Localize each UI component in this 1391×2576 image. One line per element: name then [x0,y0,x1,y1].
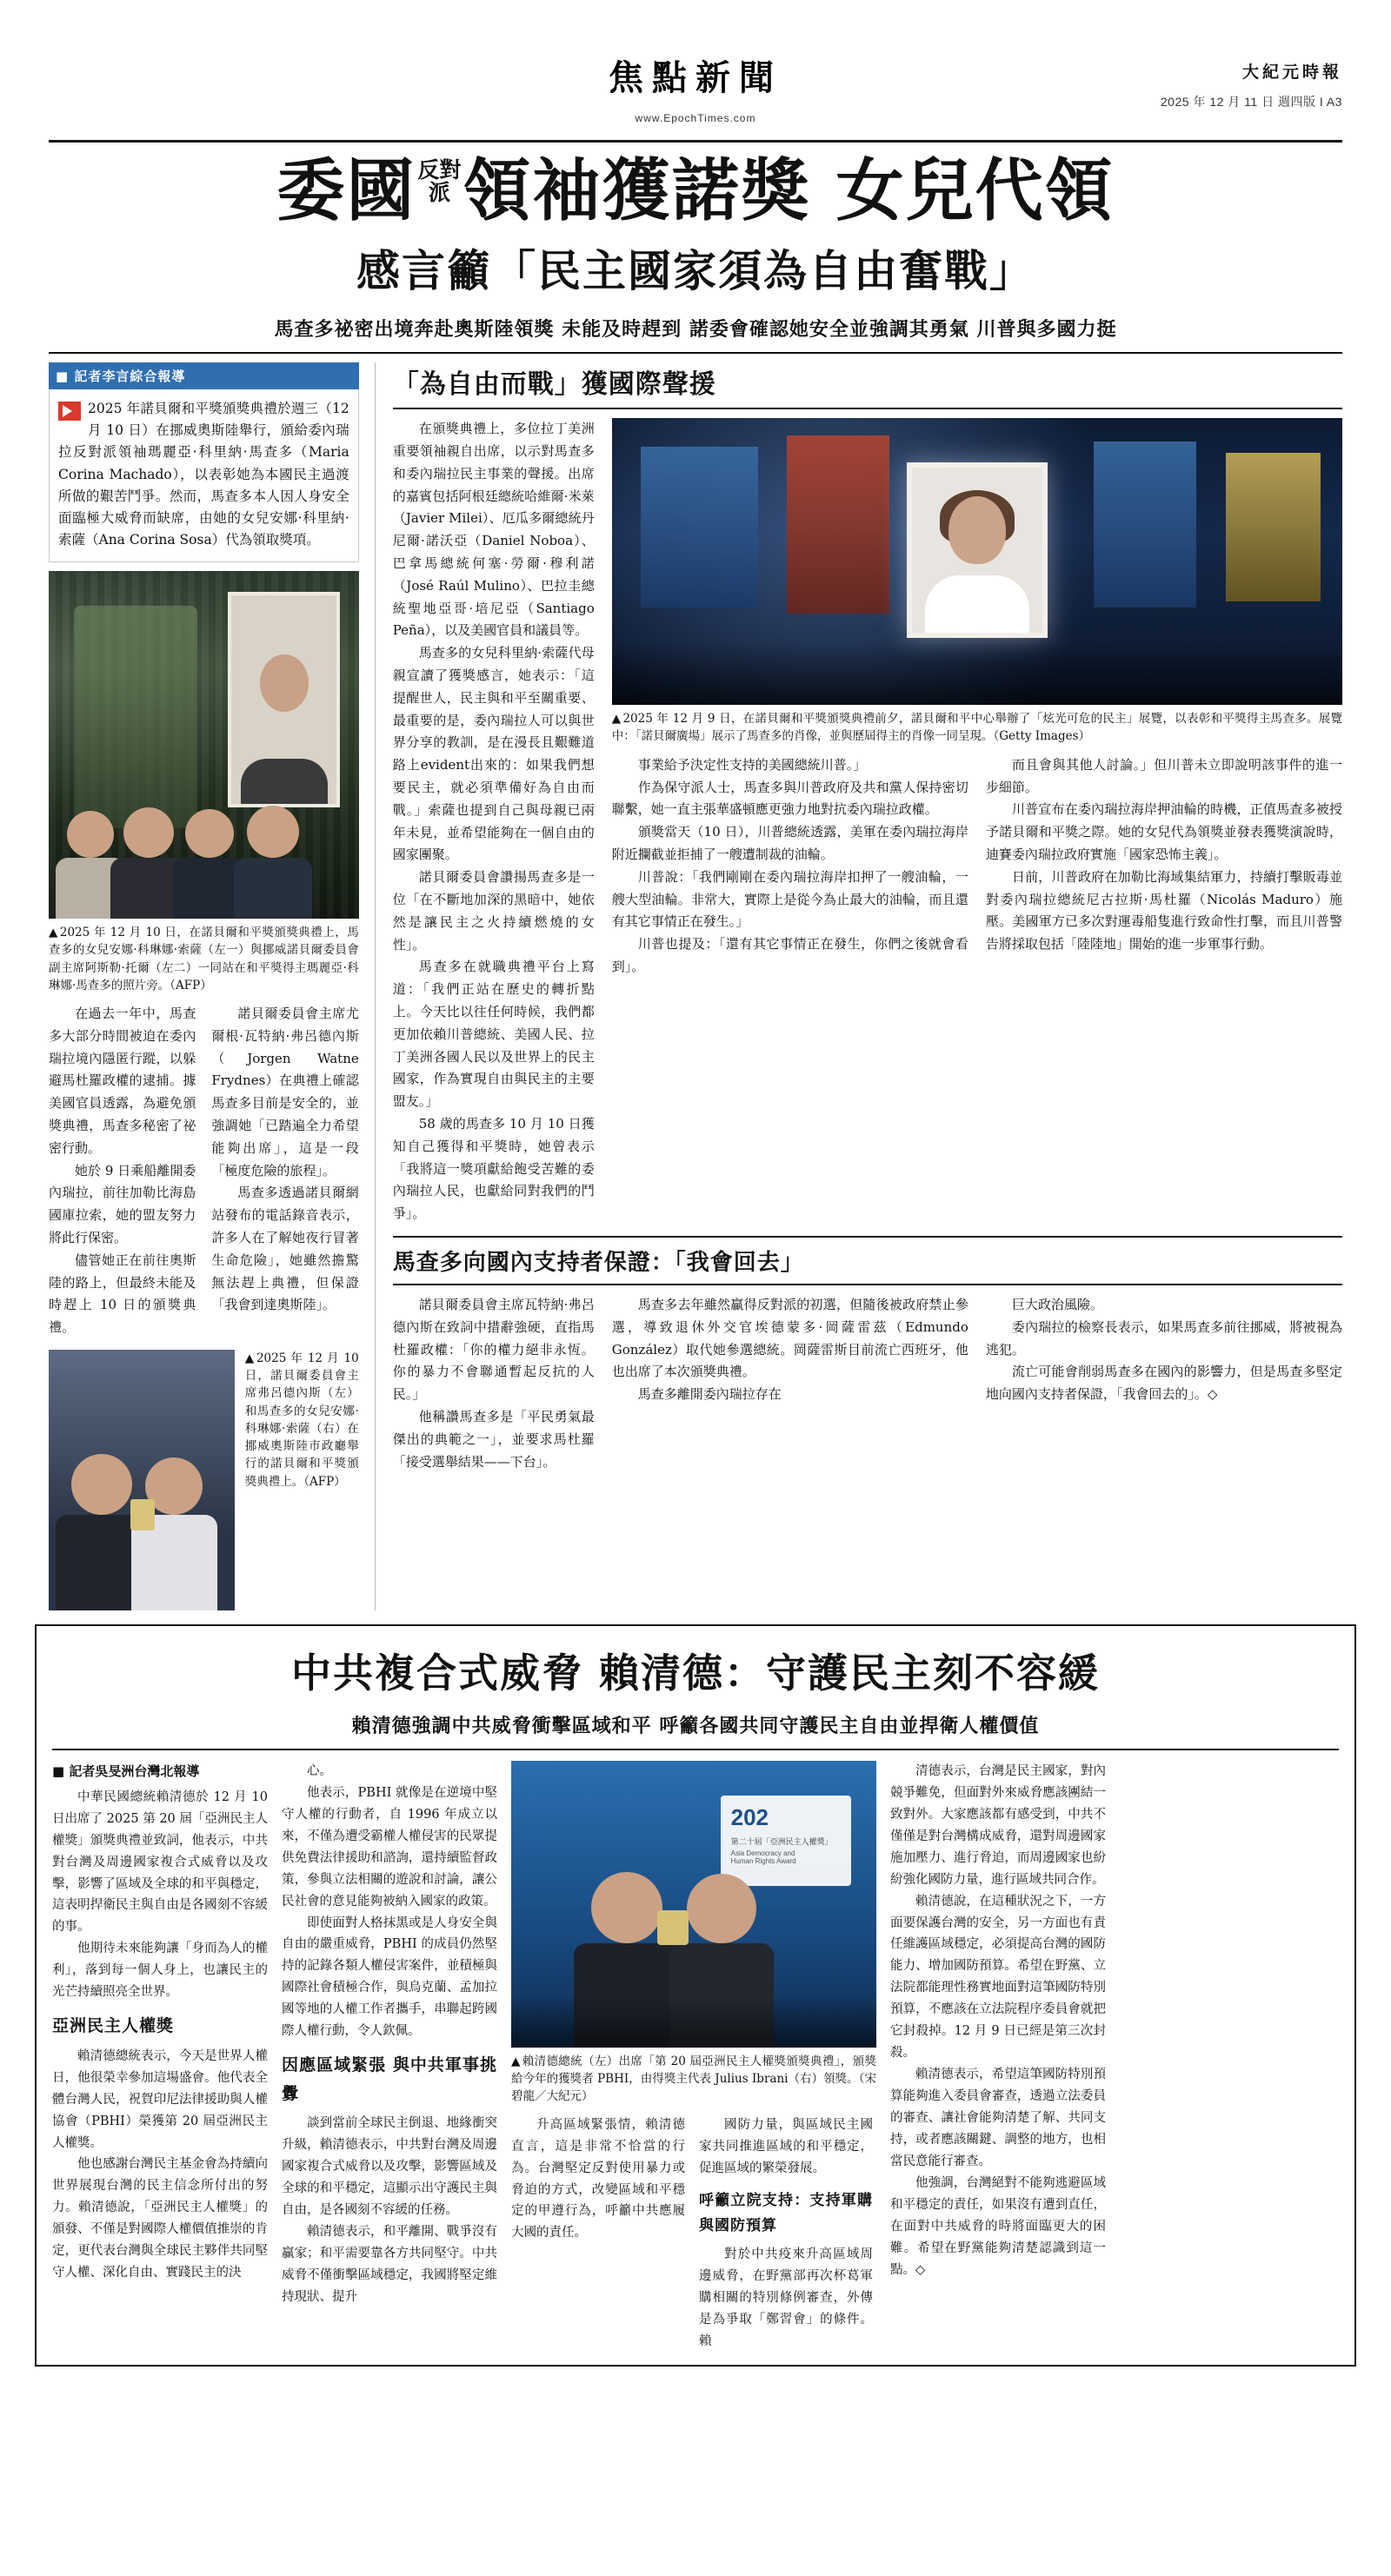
headline-ruby-bottom: 派 [428,180,450,206]
bottom-subheading: 呼籲立院支持：支持軍購與國防預算 [699,2191,873,2234]
paragraph: 即使面對人格抹黑或是人身安全與自由的嚴重威脅，PBHI 的成員仍然堅持的記錄各類人權侵害案件，並積極與國際社會積極合作，與烏克蘭、孟加拉國等地的人權工作者攜手，串聯起跨國際人權行動，令人欽佩。 [282,1915,497,2039]
portrait-face [948,496,1006,564]
photo-foliage [74,606,198,828]
photo-banner-board [721,1796,851,1886]
photo-banner-text: 第二十屆「亞洲民主人權獎」 [730,1837,833,1847]
section1-col-3 [986,754,1342,979]
caption-text: 賴清德總統（左）出席「第 20 屆亞洲民主人權獎頒獎典禮」，頒獎給今年的獲獎者 PBHI，由得獎主代表 Julius Ibrani（右）領獎。（宋碧龍／大紀元） [511,2054,877,2104]
section2-col-3 [986,1294,1342,1473]
paragraph: 諾貝爾委員會主席尤爾根·瓦特納·弗呂德內斯（Jorgen Watne Frydnes）在典禮上確認馬查多目前是安全的，並強調她「已踏遍全力希望能夠出席」，這是一段「極度危險的旅程」。 [211,1006,359,1178]
photo-person-daughter [145,1457,203,1610]
paragraph: 國防力量，與區域民主國家共同推進區域的和平穩定，促進區域的繁榮發展。 [699,2117,873,2175]
play-flag-icon [58,402,81,421]
photo-person-head [67,811,114,858]
caption-marker-icon: ▲ [49,926,58,939]
bottom-article-title: 中共複合式威脅 賴清德：守護民主刻不容緩 [290,1649,1100,1696]
paragraph: 賴清德說，在這種狀況之下，一方面要保護台灣的安全，另一方面也有責任維護區域穩定，必須提高台灣的國防能力、增加國防預算。希望在野黨、立法院都能理性務實地面對這筆國防特別預算，不應該在立法院程序委員會就把它封殺掉。12 月 9 日已經是第三次封殺。 [890,1894,1106,2061]
caption-marker-icon: ▲ [244,1351,255,1365]
paragraph: 巨大政治風險。 [1011,1296,1103,1312]
bottom-col-2 [282,1761,497,2353]
photo-caption-4 [511,2053,876,2106]
bottom-col-1 [52,1761,268,2353]
headline-main-part2: 領袖獲諾獎 女兒代領 [463,151,1115,230]
photo-caption-2 [245,1350,359,1490]
paragraph: 在過去一年中，馬查多大部分時間被迫在委內瑞拉境內隱匿行蹤，以躲避馬杜羅政權的逮捕。據美國官員透露，為避免頒獎典禮，馬查多秘密了祕密行動。 [49,1006,196,1156]
paragraph: 他強調，台灣絕對不能夠逃避區域和平穩定的責任，如果沒有遭到直任，在面對中共威脅的時將面臨更大的困難。希望在野黨能夠清楚認識到這一點。◇ [890,2175,1106,2277]
paragraph: 諾貝爾委員會主席瓦特納·弗呂德內斯在致詞中措辭強硬，直指馬杜羅政權：「你的權力絕非永恆。你的暴力不會聯通暫起反抗的人民。」 [392,1296,595,1403]
paragraph: 馬查多在就職典禮平台上寫道：「我們正站在歷史的轉折點上。今天比以往任何時候，我們都更加依賴川普總統、美國人民、拉丁美洲各國人民以及世界上的民主國家，作為實現自由與民主的主要盟友。」 [392,959,595,1110]
photo-person-head [687,1874,756,1943]
left-text-columns [49,1003,359,1339]
bottom-subheading: 亞洲民主人權獎 [52,2016,175,2036]
paragraph: 馬查多離開委內瑞拉存在 [637,1386,782,1403]
bottom-subheading: 因應區域緊張 與中共軍事挑釁 [282,2055,497,2103]
section2-body [393,1294,1342,1473]
paragraph: 馬查多去年雖然贏得反對派的初選，但隨後被政府禁止參選，導致退休外交官埃德蒙多·岡薩雷茲（Edmundo González）取代她參選總統。岡薩雷斯目前流亡西班牙，他也出席了本次頒獎典禮。 [611,1296,968,1380]
photo-person-head [591,1872,662,1943]
masthead [49,45,1342,143]
section2-col-2 [612,1294,968,1473]
photo-person-2 [123,807,174,919]
section-title: 焦點新聞 [609,57,782,98]
paragraph: 儘管她正在前往奧斯陸的路上，但最終未能及時趕上 10 日的頒獎典禮。 [49,1251,196,1336]
bottom-mid-textcols [511,2115,876,2353]
caption-marker-icon: ▲ [511,2054,521,2068]
paragraph: 川普宣布在委內瑞拉海岸押油輪的時機，正值馬查多被授予諾貝爾和平獎之際。她的女兒代為領獎並發表獲獎演說時，迪賽委內瑞拉政府實施「國家恐怖主義」。 [985,801,1342,862]
section1-subcolumns [612,754,1342,979]
portrait-body [925,575,1029,633]
bottom-col-5 [890,1761,1106,2353]
main-content [49,362,1342,1610]
paragraph: 川普說：「我們剛剛在委內瑞拉海岸扣押了一艘油輪，一艘大型油輪。非常大，實際上是從今為止最大的油輪，而且還有其它事情正在發生。」 [611,868,968,930]
photo-portrait-face [260,654,309,712]
photo-person-head [185,809,234,858]
section-heading-2: 馬查多向國內支持者保證：「我會回去」 [393,1236,1342,1285]
headline-ruby [417,156,462,206]
exhibit-panel [641,447,757,607]
masthead-center [609,50,782,124]
headline-ruby-top: 反對 [417,156,462,183]
photo-portrait-body [241,759,328,804]
lead-paragraph-box [49,389,359,562]
paragraph: 頒獎當天（10 日），川普總統透露，美軍在委內瑞拉海岸附近攔截並拒捕了一艘遭制裁的油輪。 [611,824,968,862]
paragraph: 賴清德總統表示，今天是世界人權日，他很榮幸參加這場盛會。他代表全體台灣人民，祝賀印尼法律援助與人權協會（PBHI）榮獲第 20 屆亞洲民主人權獎。 [52,2048,268,2150]
caption-text: 2025 年 12 月 10 日，諾貝爾委員會主席弗呂德內斯（左）和馬查多的女兒安娜·科琳娜·索薩（右）在挪威奧斯陸市政廳舉行的諾貝爾和平獎頒獎典禮上。（AFP） [244,1351,359,1489]
paragraph: 他也感謝台灣民主基金會為持續向世界展現台灣的民主信念所付出的努力。賴清德說，「亞洲民主人權獎」的頒發、不僅是對國際人權價值推崇的肯定，更代表台灣與全球民主夥伴共同堅守人權、深化自由、實踐民主的決 [52,2157,268,2281]
photo-trophy [657,1910,689,1945]
paragraph: 心。 [307,1763,332,1778]
caption-marker-icon: ▲ [611,712,622,727]
photo-medal-case [130,1499,155,1530]
photo-caption-1 [49,924,359,994]
photo-person-4 [247,806,299,919]
photo-banner-text-en: Asia Democracy and Human Rights Award [730,1849,796,1865]
paragraph: 對於中共疫來升高區域周邊威脅，在野黨部再次杯葛軍購相關的特別條例審查，外傳是為爭取「鄭習會」的條件。賴 [699,2247,873,2348]
paragraph: 日前，川普政府在加勒比海域集結軍力，持續打擊販毒並對委內瑞拉總統尼古拉斯·馬杜羅（Nicolás Maduro）施壓。美國軍方已多次對運毒船隻進行致命性打擊，而且川普警告將採取包括「陸陸地」開始的進一步軍事行動。 [985,868,1342,953]
headline-main [49,151,1342,230]
photo-ceremony-stage [49,571,359,919]
left-text-col-1 [49,1003,196,1339]
photo-portrait-panel [228,592,340,807]
photo-person-body [234,858,312,919]
section1-body [393,418,1342,1225]
paragraph: 馬查多的女兒科里納·索薩代母親宣讀了獲獎感言，她表示：「這提醒世人，民主與和平至關重要、最重要的是，委內瑞拉人可以與世界分享的教訓，是在漫長且艱難道路上evident出來的：如果我們想要民主，就必須準備好為自由而戰。」索薩也提到自己與母親已兩年未見，並希望能夠在一個自由的國家團聚。 [392,645,595,863]
photo-nobel-exhibition [612,418,1342,705]
paragraph: 馬查多透過諾貝爾網站發布的電話錄音表示，許多人在了解她夜行冒著生命危險」，她雖然擔驚無法趕上典禮，但保證「我會到達奧斯陸」。 [211,1185,359,1313]
reporter-byline-bar: ■ 記者李言綜合報導 [49,362,359,389]
caption-text: 2025 年 12 月 9 日，在諾貝爾和平獎頒獎典禮前夕，諾貝爾和平中心舉辦了「炫光可危的民主」展覽，以表彰和平獎得主馬查多。展覽中：「諾貝爾廣場」展示了馬查多的肖像，並與歷屆得主的肖像一同呈現。（Getty Images） [611,712,1342,744]
photo-person-head [247,806,299,858]
left-column [49,362,375,1610]
section2-col-1 [393,1294,595,1473]
section1-col-2 [612,754,968,979]
paragraph: 他期待未來能夠讓「身而為人的權利」，落到每一個人身上，也讓民主的光芒持續照亮全世界。 [52,1942,268,2000]
paragraph: 作為保守派人士，馬查多與川普政府及共和黨人保持密切聯繫，她一直主張華盛頓應更強力地對抗委內瑞拉政權。 [611,779,968,818]
photo-banner-number: 202 [730,1803,769,1830]
issue-date: 2025 年 12 月 11 日 週四版 I A3 [1160,95,1342,109]
headline-kicker: 馬查多祕密出境奔赴奧斯陸領獎 未能及時趕到 諾委會確認她安全並強調其勇氣 川普與多國力挺 [49,315,1342,354]
photo-vignette [511,1995,876,2048]
photo-person-chair [71,1454,132,1610]
bottom-col-3 [511,2115,685,2353]
caption-text: 2025 年 12 月 10 日，在諾貝爾和平獎頒獎典禮上，馬查多的女兒安娜·科琳娜·索薩（左一）與挪威諾貝爾委員會副主席阿斯勒·托爾（左二）一同站在和平獎得主瑪麗亞·科琳娜·馬查多的照片旁。（AFP） [49,926,359,993]
paragraph: 他表示，PBHI 就像是在逆境中堅守人權的行動者，自 1996 年成立以來，不僅為遭受霸權人權侵害的民眾提供免費法律援助和諮詢，還持續監督政策，參與立法相關的遊說和討論，讓公民社會的意見能夠被納入國家的政策。 [282,1785,497,1909]
paragraph: 委內瑞拉的檢察長表示，如果馬查多前往挪威，將被視為逃犯。 [985,1318,1342,1358]
paragraph: 賴清德表示，和平離開、戰爭沒有贏家；和平需要靠各方共同堅守。中共威脅不僅衝擊區域穩定，我國將堅定維持現狀、提升 [282,2225,497,2304]
section-heading-1: 「為自由而戰」獲國際聲援 [393,362,1342,409]
exhibit-panel [1226,453,1321,602]
bottom-article [35,1624,1356,2367]
paragraph: 談到當前全球民主倒退、地緣衝突升級，賴清德表示，中共對台灣及周邊國家複合式威脅以及攻擊，影響區域及全球的和平穩定，這顯示出守護民主與自由，是各國刻不容緩的任務。 [282,2116,497,2218]
photo-person-3 [185,809,234,919]
headline-sub: 感言籲「民主國家須為自由奮戰」 [356,245,1035,297]
paragraph: 她於 9 日乘船離開委內瑞拉，前往加勒比海島國庫拉索，她的盟友努力將此行保密。 [49,1162,196,1245]
paragraph: 升高區域緊張情，賴清德直言，這是非常不恰當的行為。台灣堅定反對使用暴力或脅迫的方式，改變區域和平穩定的甲遵行為，呼籲中共應履大國的責任。 [511,2117,685,2241]
bottom-columns [52,1761,1339,2353]
paper-name: 大紀元時報 [1241,63,1342,82]
masthead-right [1161,59,1342,110]
section1-right [612,418,1342,1225]
bottom-byline: ■ 記者吳旻洲台灣北報導 [52,1763,200,1779]
paragraph: 中華民國總統賴清德於 12 月 10 日出席了 2025 第 20 屆「亞洲民主人權獎」頒獎典禮並致詞，他表示，中共對台灣及周邊國家複合式威脅以及攻擊，影響了區域及全球的和平與穩定，這表明捍衛民主與自由是各國刻不容緩的事。 [52,1789,268,1935]
paragraph: 諾貝爾委員會讚揚馬查多是一位「在不斷地加深的黑暗中，她依然是讓民主之火持續燃燒的女性」。 [392,869,595,953]
photo-award-presentation [49,1350,235,1610]
paragraph: 事業給予決定性支持的美國總統川普。」 [637,756,867,773]
exhibit-panel [1094,442,1196,607]
paragraph: 而且會與其他人討論。」但川普未立即說明該事件的進一步細節。 [985,756,1342,795]
exhibit-panel [787,435,889,614]
photo-person-1 [67,811,114,919]
section1-col-1 [393,418,595,1225]
photo-caption-3 [612,710,1342,746]
paragraph: 清德表示，台灣是民主國家，對內競爭難免，但面對外來威脅應該團結一致對外。大家應該都有感受到，中共不僅僅是對台灣構成威脅，還對周邊國家施加壓力、進行脅迫，而周邊國家也紛紛強化國防力量，進行區域共同合作。 [890,1763,1106,1887]
photo-person-head [71,1454,132,1515]
right-column [376,362,1342,1610]
paragraph: 在頒獎典禮上，多位拉丁美洲重要領袖親自出席，以示對馬查多和委內瑞拉民主事業的聲援。出席的嘉賓包括阿根廷總統哈維爾·米萊（Javier Milei）、厄瓜多爾總統丹尼爾·諾沃亞（Daniel Noboa）、巴拿馬總統何塞·勞爾·穆利諾（José Raúl Mulino）、巴拉圭總統聖地亞哥·培尼亞（Santiago Peña），以及美國官員和議員等。 [392,421,595,639]
photo-award-taiwan [511,1761,876,2048]
bottom-photo-block [511,1761,876,2353]
photo-person-head [123,807,174,858]
site-url[interactable]: www.EpochTimes.com [635,112,756,124]
bottom-article-subtitle: 賴清德強調中共威脅衝擊區域和平 呼籲各國共同守護民主自由並捍衛人權價值 [52,1711,1339,1750]
paragraph: 流亡可能會削弱馬查多在國內的影響力，但是馬查多堅定地向國內支持者保證，「我會回去的」。◇ [985,1364,1342,1403]
paragraph: 賴清德表示，希望這筆國防特別預算能夠進入委員會審查，透過立法委員的審查、讓社會能夠清楚了解、共同支持，或者應該關鍵、調整的地方，也相當民意能行審查。 [890,2068,1106,2168]
paragraph: 川普也提及：「還有其它事情正在發生，你們之後就會看到」。 [611,936,968,974]
photo2-wrap [49,1350,359,1610]
photo-vignette [612,642,1342,706]
portrait-machado [907,462,1048,638]
newspaper-page [0,45,1391,2576]
left-text-col-2 [211,1003,358,1339]
paragraph: 58 歲的馬查多 10 月 10 日獲知自己獲得和平獎時，她曾表示「我將這一獎項獻給飽受苦難的委內瑞拉人民，也獻給同對我們的鬥爭」。 [392,1115,595,1222]
paragraph: 他稱讚馬查多是「平民勇氣最傑出的典範之一」，並要求馬杜羅「接受選舉結果——下台」。 [392,1408,595,1470]
headline-main-part1: 委國 [276,151,416,230]
lead-paragraph-text: 2025 年諾貝爾和平獎頒獎典禮於週三（12 月 10 日）在挪威奧斯陸舉行，頒給委內瑞拉反對派領袖瑪麗亞·科里納·馬查多（Maria Corina Machado），以表彰她為本國民主過渡所做的艱苦鬥爭。然而，馬查多本人因人身安全面臨極大威脅而缺席，由她的女兒安娜·科里納·索薩（Ana Corina Sosa）代為領取獎項。 [58,401,349,548]
bottom-col-4 [699,2115,873,2353]
headline-block [49,151,1342,354]
